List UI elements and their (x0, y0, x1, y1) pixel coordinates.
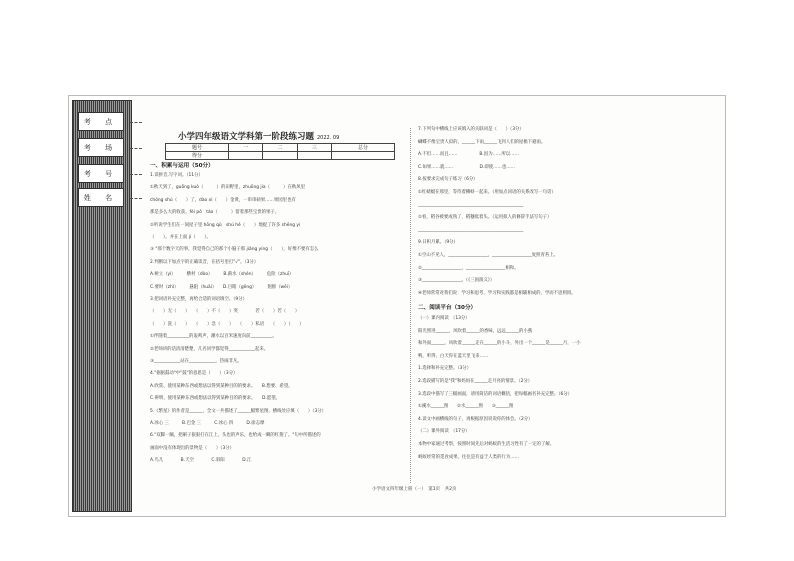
exam-year: 2022. 09 (316, 135, 340, 141)
question-line: 2.选段描写的是"我"和妈妈在______走月亮的情景。（2分） (418, 379, 533, 384)
exam-number-label: 考 号 (78, 164, 124, 183)
question-line: C.如果……就…… D.即使……也…… (418, 164, 516, 170)
question-line: ________________________________________________ (418, 202, 524, 208)
question-line: A.不但……而且…… B.因为……所以…… (418, 152, 519, 158)
fill-line (130, 148, 142, 149)
question-line: 本物中家通过考察，按照时间先后对蚂蚁的生活习性有了一定的了解。 (418, 442, 555, 447)
question-line: 1.读拼音,写字词。（11分） (150, 173, 203, 178)
question-line: 蝴蝶不像宝贵人似的，______下雨______飞到人们的屋檐下避雨。 (418, 139, 546, 145)
score-cell: 二 (263, 144, 297, 152)
question-line: ③____________站在____________，热闹非凡。 (150, 359, 242, 364)
question-line: 5.《繁星》的作者是______，全文一共描述了______幅繁星图，横线处应填（ ）（3分） (150, 408, 327, 414)
question-line: （一）课内阅读 （13分） (418, 316, 470, 321)
exam-room-label: 考 场 (78, 138, 124, 157)
binding-strip (72, 100, 132, 512)
score-table (165, 143, 395, 160)
question-line: 7.下列句中横线上应该填入的关联词是（ ）（3分） (418, 127, 524, 132)
score-cell: 得分 (166, 152, 229, 160)
question-line: chóng shú（ ）了，dào xi（ ）金黄，一串串硕果……果园里也有 (150, 197, 296, 203)
score-cell: 三 (297, 144, 331, 152)
question-line: ④老师常常对我们说：学习和思考，学习和实践都是相辅相成的，学而不思则罔。 (418, 290, 576, 296)
question-line: C.要时（zhǐ） 悬阻（huāi） D.目睹（gēng） 翅膀（wēi） (150, 284, 293, 290)
question-line: A.鸟儿 B.天空 C.斜阳 D.江 (150, 458, 252, 464)
section-heading: 一、积累与运用（50分） (150, 163, 214, 169)
question-line: 蚂蚁经常的觅食成果，往往是有益于人类的行为…… (418, 454, 519, 460)
question-line: 那是多么大的收获。fèi pó táo（ ）留着那些宝贵的果子。 (150, 210, 280, 216)
score-cell: 一 (228, 144, 262, 152)
section-heading: 二、阅读平台（30分） (418, 305, 477, 312)
question-line: ③ "那个数字天的事，我觉得自己的那个小脑子那 jiǎng yíng（ ），好像不要有怎么 (150, 247, 319, 253)
question-line: ③__________________。（《三国演义》） (418, 278, 495, 284)
question-line: ①溪水______图 ②水______图 ③______图 (418, 404, 514, 410)
question-line: （ ）洗（ ） （ ）急（ ） （ ）私语 （ ）（ ） (150, 321, 304, 327)
fill-line (130, 122, 142, 123)
question-line: 3.选段中描写了三幅画面，请用简洁的词语概括，把每幅画名补充完整。（6分） (418, 391, 573, 397)
fill-line (130, 174, 142, 175)
question-line: A.树立（yì） 横村（dòo） B.薪水（shén） 危险（zhuī） (150, 272, 294, 278)
column-divider (410, 128, 411, 483)
score-input (297, 152, 331, 160)
question-line: 4."据据鼓动"中"鼓"的意思是（ ）（3分） (150, 371, 238, 377)
score-table-score-row (166, 152, 395, 160)
question-line: 画面中没有体现出的景物是（ ）（3分） (150, 445, 235, 451)
exam-title-text: 小学四年级语文学科第一阶段练习题 (178, 132, 315, 142)
question-line: A.欣赏、使用某种东西或想法以得到某种目的的要求。 B.想要、希望。 (150, 383, 293, 389)
question-line: A.冰心 三 B.巴金 三 C.冰心 四 D.徐志摩 (150, 421, 265, 426)
question-line: 8.按要求完成句子练习（6分） (418, 177, 478, 183)
question-line: （二）课外阅读 （17分） (418, 429, 470, 435)
score-table-header-row (166, 144, 395, 152)
question-line: 1.选择和补充完整。（3分） (418, 366, 472, 372)
score-cell: 题号 (166, 144, 229, 152)
question-line: ②老师讲的话清清楚楚，几名同学都觉得____________起来。 (150, 346, 269, 352)
question-line: ①伴随着__________的轰鸣声，潮水以百米速度向前__________。 (150, 334, 277, 340)
score-input (263, 152, 297, 160)
question-line: 3.把词语补充完整，再给合适的词语填空。（9分） (150, 297, 247, 302)
question-line: ________________________________________________ (418, 227, 524, 233)
question-line: ②看，稻谷被要成熟了，稻穗低着头。（运用拟人的修辞手法写句子） (418, 215, 552, 221)
question-line: ①红蜻蜓在那里，等待着蝌蚪一起来。（用加点词语的关系改写一句话） (418, 190, 556, 195)
question-line: ②__________________，__________________相和。 (418, 265, 519, 271)
exam-title (178, 130, 339, 142)
exam-site-label: 考 点 (78, 112, 124, 131)
score-input (228, 152, 262, 160)
fill-line (130, 198, 142, 199)
question-line: 和外面______，风吹着______走在______的小斗，外出一个______是______月，一小 (418, 341, 581, 347)
question-line: 4.读文中画横线的句子，再根据原因说说你的体会。（2分） (418, 416, 533, 422)
question-line: 2.判断以下加点字的正确读音，在括号里打"√"。（3分） (150, 259, 259, 265)
question-line: 6."双脚一蹦，把刷子狠狠打在江上，头也的声乐，也给成一瞬的红翅了。"句中所描述的 (150, 433, 321, 439)
question-line: （ ）无（ ） （ ）不（ ）突 若（ ）若（ ） (150, 309, 300, 315)
score-cell: 总分 (332, 144, 395, 152)
question-line: ①秋天到了，guǒng kuò（ ）的田野里，zhuōng jia（ ）在秋风里 (150, 185, 306, 191)
score-input (332, 152, 395, 160)
student-name-label: 姓 名 (78, 188, 124, 207)
question-line: （ ）。并在上面 jì（ ）。 (150, 235, 211, 240)
question-line: ①空山不见人，__________________，__________________复照青苔上。 (418, 253, 559, 258)
question-line: 鸭，听得，白天你在蓝天里飞来…… (418, 353, 489, 359)
question-line: C.辨明、使用某种东西或想法以得到某种目的的要求。 D.愿望。 (150, 396, 280, 402)
question-line: ②听说学生们在一间屋子里 hōng qǔ shú hé（ ）地捉了许多 shēng yi (150, 222, 301, 228)
question-line: 阳光照进______，风吹着______的香味，远远______的小燕 (418, 328, 533, 334)
page-footer: 小学语文四年级上册（一） 第1页 共2页 (372, 487, 457, 492)
question-line: 9.日积月累。（9分） (418, 240, 458, 246)
